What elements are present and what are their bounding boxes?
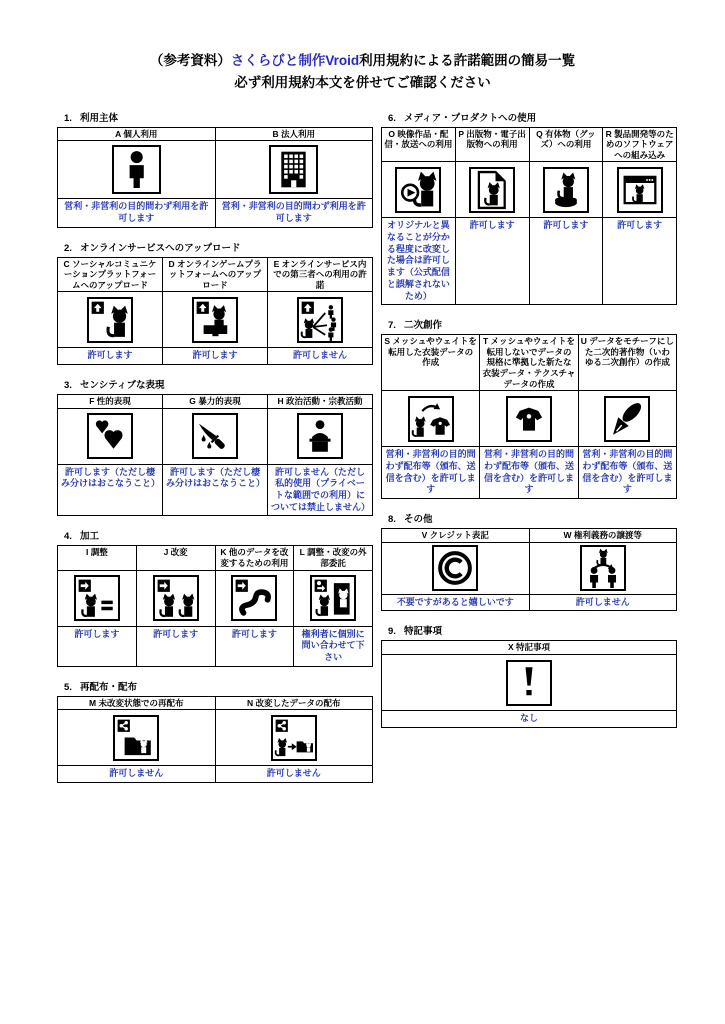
costume-reuse-icon xyxy=(408,396,454,442)
table-online-upload xyxy=(57,257,373,366)
cell-O-answer: オリジナルと異なることが分かる程度に改変した場合は許可します（公式配信と誤解されないため） xyxy=(382,218,456,305)
table-processing xyxy=(57,545,373,666)
cell-P-answer: 許可します xyxy=(455,218,529,305)
col-header-U: U データをモチーフにした二次的著作物（いわゆる二次創作）の作成 xyxy=(578,335,676,391)
section-heading: 1. 利用主体 xyxy=(64,112,118,124)
section-heading: 2. オンラインサービスへのアップロード xyxy=(64,242,241,254)
col-header-O: O 映像作品・配信・放送への利用 xyxy=(382,127,456,162)
col-header-I: I 調整 xyxy=(58,546,137,570)
section-redistribution xyxy=(57,679,373,783)
col-header-M: M 未改変状態での再配布 xyxy=(58,696,216,710)
cell-F-answer: 許可します（ただし棲み分けはおこなうこと） xyxy=(58,464,163,516)
section-heading: 6. メディア・プロダクトへの使用 xyxy=(388,112,537,124)
section-heading: 4. 加工 xyxy=(64,531,99,543)
col-header-S: S メッシュやウェイトを転用した衣装データの作成 xyxy=(382,335,480,391)
col-header-C: C ソーシャルコミュニケーションプラットフォームへのアップロード xyxy=(58,257,163,292)
software-icon xyxy=(617,167,663,213)
section-heading: 3. センシティブな表現 xyxy=(64,380,165,392)
table-sensitive-expression xyxy=(57,394,373,516)
podium-icon xyxy=(297,413,343,459)
col-header-J: J 改変 xyxy=(136,546,215,570)
table-media-product xyxy=(381,127,677,306)
col-header-F: F 性的表現 xyxy=(58,395,163,409)
exclamation-icon xyxy=(506,660,552,706)
cell-L-answer: 権利者に個別に問い合わせて下さい xyxy=(294,626,373,666)
cell-K-answer: 許可します xyxy=(215,626,294,666)
cell-Q-answer: 許可します xyxy=(529,218,603,305)
section-heading: 7. 二次創作 xyxy=(388,320,442,332)
title-line-1 xyxy=(0,50,725,72)
upload-game-icon xyxy=(192,297,238,343)
cell-W-answer: 許可しません xyxy=(529,594,677,611)
cell-R-answer: 許可します xyxy=(603,218,677,305)
costume-new-icon xyxy=(506,396,552,442)
modify-icon xyxy=(153,575,199,621)
col-header-A: A 個人利用 xyxy=(58,127,216,141)
col-header-G: G 暴力的表現 xyxy=(163,395,268,409)
cell-E-answer: 許可しません xyxy=(268,348,373,365)
col-header-T: T メッシュやウェイトを転用しないでデータの規格に準拠した新たな衣装データ・テクスチャデータの作成 xyxy=(480,335,578,391)
cell-J-answer: 許可します xyxy=(136,626,215,666)
col-header-R: R 製品開発等のためのソフトウェアへの組み込み xyxy=(603,127,677,162)
col-header-X: X 特記事項 xyxy=(382,641,677,655)
section-processing xyxy=(57,528,373,666)
col-header-H: H 政治活動・宗教活動 xyxy=(268,395,373,409)
left-column xyxy=(57,110,373,796)
knife-icon xyxy=(192,413,238,459)
cell-C-answer: 許可します xyxy=(58,348,163,365)
col-header-P: P 出版物・電子出版物への利用 xyxy=(455,127,529,162)
cell-H-answer: 許可しません（ただし私的使用（プライベートな範囲での利用）については禁止しません） xyxy=(268,464,373,516)
cell-T-answer: 営利・非営利の目的問わず配布等（頒布、送信を含む）を許可します xyxy=(480,447,578,499)
upload-share-icon xyxy=(297,297,343,343)
publication-icon xyxy=(469,167,515,213)
pen-icon xyxy=(604,396,650,442)
title-prefix: （参考資料） xyxy=(149,53,231,68)
section-special-notes xyxy=(381,623,677,727)
cell-V-answer: 不要ですがあると嬉しいです xyxy=(382,594,530,611)
hearts-icon xyxy=(87,413,133,459)
title-brand: さくらびと制作Vroid xyxy=(230,53,360,68)
col-header-L: L 調整・改変の外部委託 xyxy=(294,546,373,570)
cell-M-answer: 許可しません xyxy=(58,766,216,783)
table-other xyxy=(381,528,677,611)
cell-D-answer: 許可します xyxy=(163,348,268,365)
cell-U-answer: 営利・非営利の目的問わず配布等（頒布、送信を含む）を許可します xyxy=(578,447,676,499)
col-header-K: K 他のデータを改変するための利用 xyxy=(215,546,294,570)
cell-G-answer: 許可します（ただし棲み分けはおこなうこと） xyxy=(163,464,268,516)
upload-avatar-icon xyxy=(87,297,133,343)
table-special-notes xyxy=(381,640,677,727)
cell-A-answer: 営利・非営利の目的問わず利用を許可します xyxy=(58,199,216,227)
page-title xyxy=(0,0,725,95)
two-column-layout xyxy=(57,110,677,796)
section-heading: 9. 特記事項 xyxy=(388,626,442,638)
cell-B-answer: 営利・非営利の目的問わず利用を許可します xyxy=(215,199,373,227)
col-header-V: V クレジット表記 xyxy=(382,529,530,543)
section-online-upload xyxy=(57,240,373,366)
distribute-modified-icon xyxy=(271,715,317,761)
section-sensitive-expression xyxy=(57,377,373,516)
table-redistribution xyxy=(57,696,373,783)
cell-I-answer: 許可します xyxy=(58,626,137,666)
goods-icon xyxy=(543,167,589,213)
title-line-2: 必ず利用規約本文を併せてご確認ください xyxy=(234,75,491,91)
col-header-B: B 法人利用 xyxy=(215,127,373,141)
col-header-Q: Q 有体物（グッズ）への利用 xyxy=(529,127,603,162)
section-derivative-works xyxy=(381,317,677,499)
col-header-E: E オンラインサービス内での第三者への利用の許諾 xyxy=(268,257,373,292)
section-other xyxy=(381,511,677,611)
person-icon xyxy=(112,145,161,194)
rights-transfer-icon xyxy=(580,545,626,591)
table-derivative-works xyxy=(381,334,677,499)
copyright-icon xyxy=(432,545,478,591)
col-header-N: N 改変したデータの配布 xyxy=(215,696,373,710)
col-header-D: D オンラインゲームプラットフォームへのアップロード xyxy=(163,257,268,292)
cell-N-answer: 許可しません xyxy=(215,766,373,783)
video-icon xyxy=(395,167,441,213)
title-suffix: 利用規約による許諾範囲の簡易一覧 xyxy=(359,53,576,68)
section-media-product xyxy=(381,110,677,306)
col-header-W: W 権利義務の譲渡等 xyxy=(529,529,677,543)
section-heading: 5. 再配布・配布 xyxy=(64,681,137,693)
building-icon xyxy=(269,145,318,194)
section-usage-entity xyxy=(57,110,373,228)
table-usage-entity xyxy=(57,127,373,228)
cell-S-answer: 営利・非営利の目的問わず配布等（頒布、送信を含む）を許可します xyxy=(382,447,480,499)
section-heading: 8. その他 xyxy=(388,514,433,526)
redistribute-icon xyxy=(113,715,159,761)
right-column xyxy=(381,110,677,740)
outsource-icon xyxy=(310,575,356,621)
parts-use-icon xyxy=(231,575,277,621)
cell-X-answer: なし xyxy=(382,711,677,728)
adjust-icon xyxy=(74,575,120,621)
